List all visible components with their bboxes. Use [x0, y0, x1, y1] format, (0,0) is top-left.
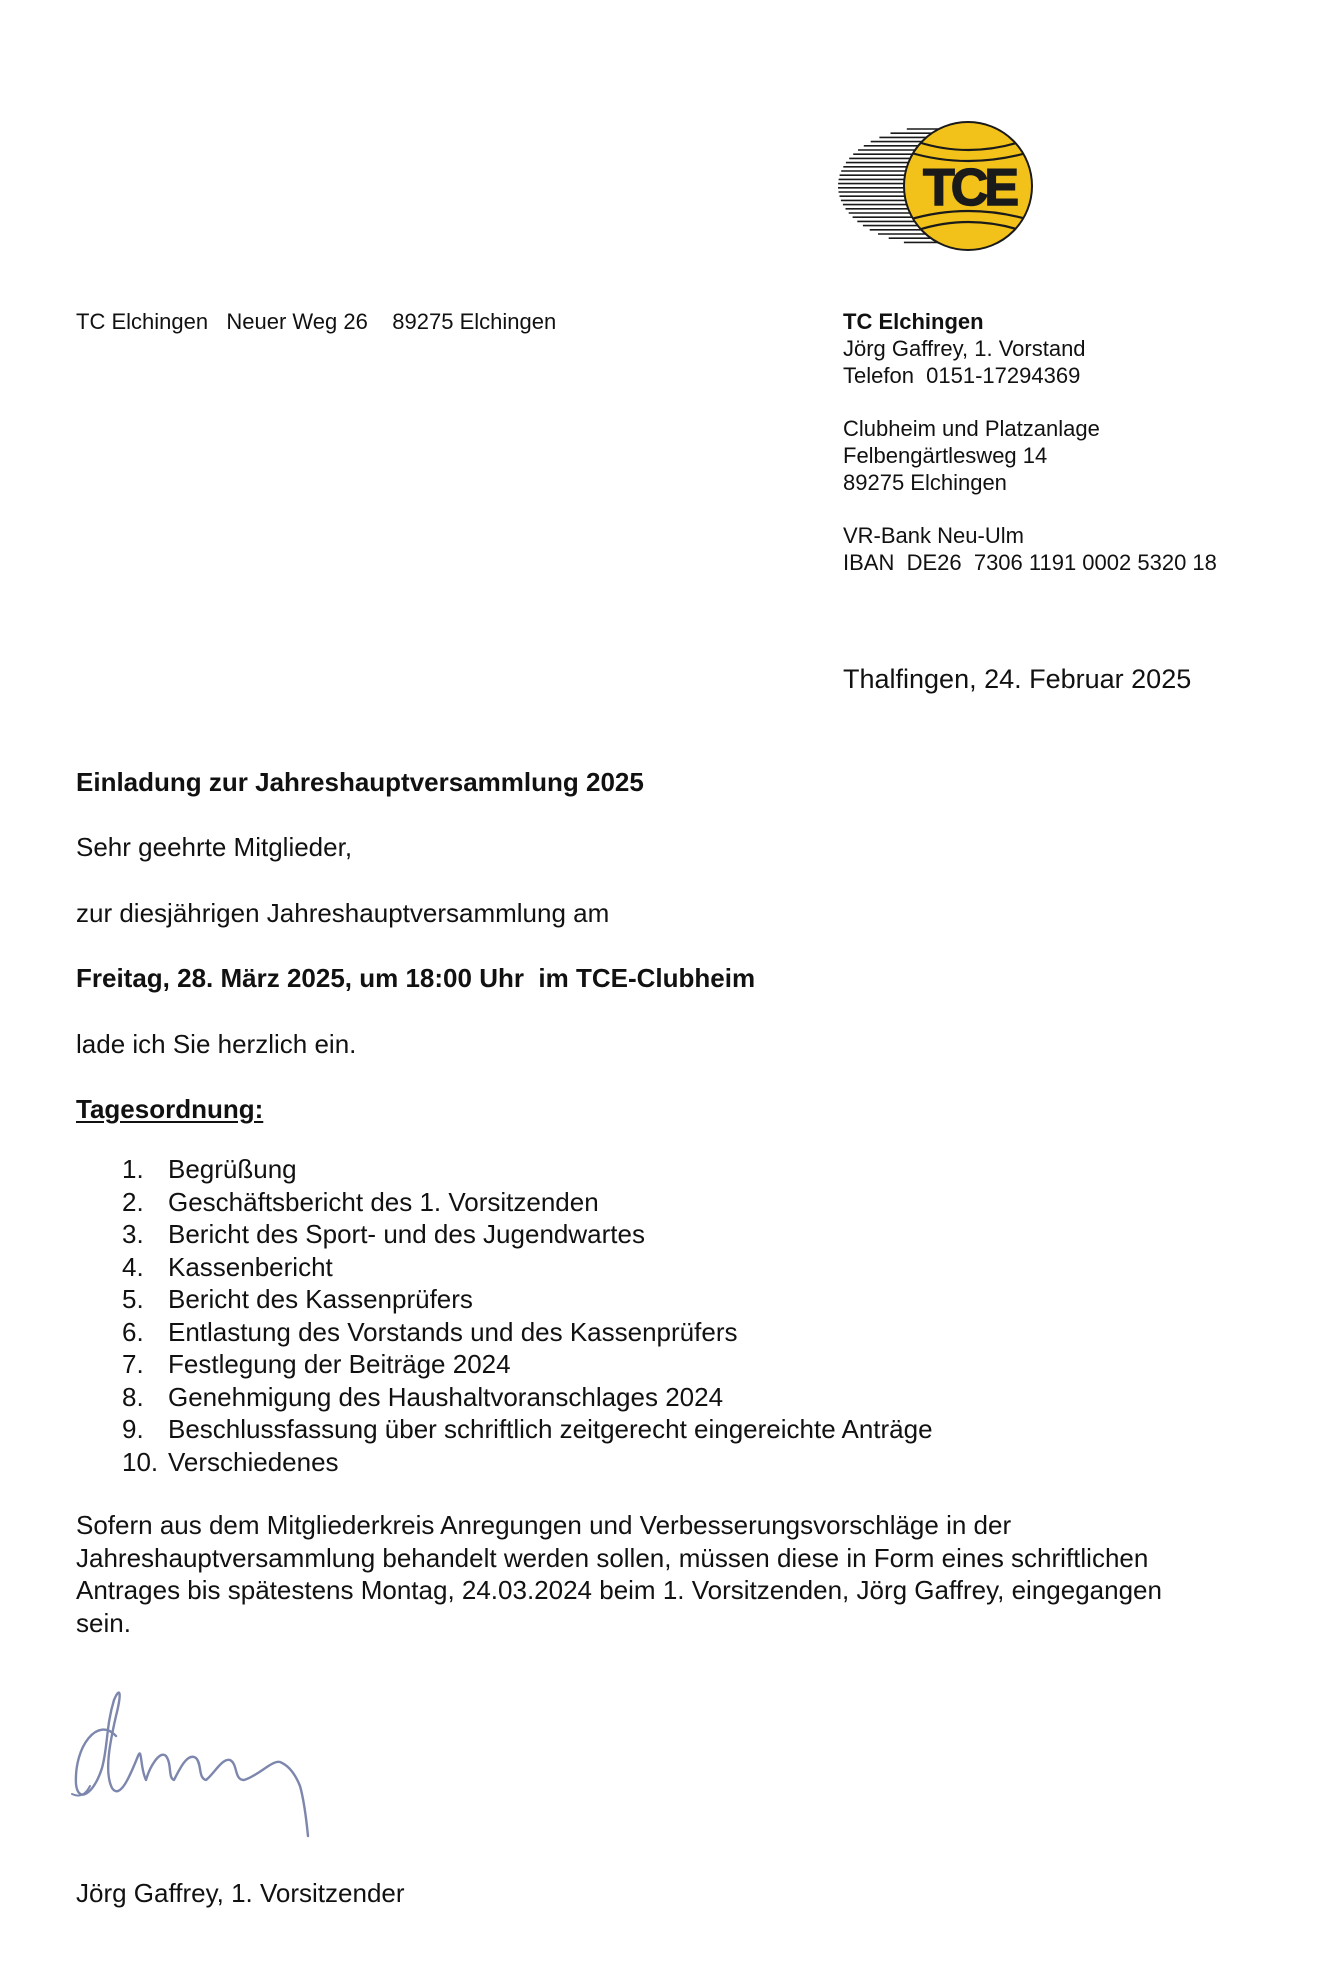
list-item: 1. Begrüßung	[122, 1154, 297, 1184]
event-details: Freitag, 28. März 2025, um 18:00 Uhr im TCE-Clubheim	[76, 963, 756, 993]
club-logo	[838, 118, 1044, 254]
list-item: 9. Beschlussfassung über schriftlich zeitgerecht eingereichte Anträge	[122, 1414, 933, 1444]
letter-date: Thalfingen, 24. Februar 2025	[843, 664, 1192, 694]
letter-subject: Einladung zur Jahreshauptversammlung 2025	[76, 767, 644, 797]
contact-person: Jörg Gaffrey, 1. Vorstand	[843, 336, 1086, 361]
intro-text: zur diesjährigen Jahreshauptversammlung am	[76, 898, 610, 928]
club-name: TC Elchingen	[843, 309, 984, 334]
list-item: 5. Bericht des Kassenprüfers	[122, 1284, 473, 1314]
venue-city: 89275 Elchingen	[843, 470, 1007, 495]
list-item: 7. Festlegung der Beiträge 2024	[122, 1349, 511, 1379]
list-item: 10. Verschiedenes	[122, 1446, 339, 1477]
list-item: 3. Bericht des Sport- und des Jugendwartes	[122, 1219, 645, 1249]
handwritten-signature	[68, 1676, 358, 1846]
venue-label: Clubheim und Platzanlage	[843, 416, 1100, 441]
list-item: 4. Kassenbericht	[122, 1251, 333, 1282]
agenda-list	[122, 1153, 933, 1478]
salutation: Sehr geehrte Mitglieder,	[76, 832, 353, 862]
closing-paragraph: Sofern aus dem Mitgliederkreis Anregungen und Verbesserungsvorschläge in der Jahreshauptversammlung behandelt werden sollen, müssen diese in Form eines schriftlichen Antrages bis spätestens Montag, 24.03.2024 beim 1. Vorsitzenden, Jörg Gaffrey, eingegangen sein.	[76, 1510, 1162, 1638]
invite-text: lade ich Sie herzlich ein.	[76, 1029, 357, 1059]
sender-address-line: TC Elchingen Neuer Weg 26 89275 Elchingen	[76, 309, 557, 334]
venue-street: Felbengärtlesweg 14	[843, 443, 1048, 468]
logo-text: TCE	[923, 159, 1015, 217]
list-item: 8. Genehmigung des Haushaltvoranschlages 2024	[122, 1381, 724, 1412]
bank-name: VR-Bank Neu-Ulm	[843, 523, 1024, 548]
agenda-title: Tagesordnung:	[76, 1094, 264, 1124]
contact-block	[843, 308, 1217, 576]
list-item: 6. Entlastung des Vorstands und des Kassenprüfers	[122, 1316, 738, 1347]
phone-number: Telefon 0151-17294369	[843, 363, 1081, 388]
signatory-name: Jörg Gaffrey, 1. Vorsitzender	[76, 1878, 405, 1908]
iban: IBAN DE26 7306 1191 0002 5320 18	[843, 550, 1217, 575]
list-item: 2. Geschäftsbericht des 1. Vorsitzenden	[122, 1186, 599, 1217]
